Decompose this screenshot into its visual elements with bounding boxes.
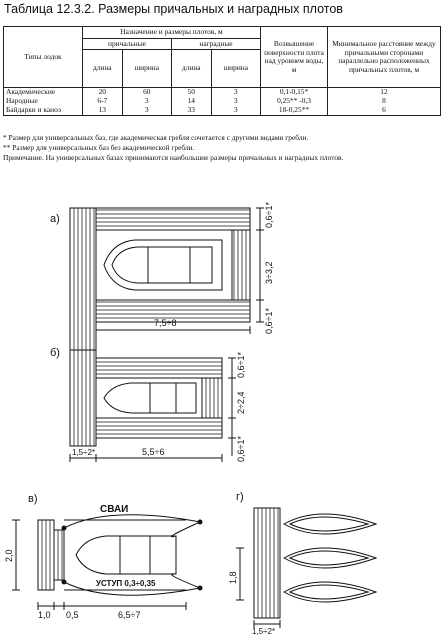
scheme-b <box>70 350 236 462</box>
dim-v-05: 0,5 <box>66 610 79 620</box>
dim-g-w: 1,5÷2* <box>252 627 276 636</box>
cell-mooring-width: 60 <box>122 88 171 98</box>
dim-g-h: 1,8 <box>228 571 238 584</box>
label-v: в) <box>28 493 38 505</box>
pier-v <box>38 520 54 590</box>
cell-mooring-width: 3 <box>122 106 171 116</box>
dim-a-top: 0,6÷1* <box>264 202 274 228</box>
cell-mooring-length: 6-7 <box>83 97 123 106</box>
pile-line-top <box>64 515 200 537</box>
cell-elevation: 18-0,25** <box>261 106 328 116</box>
dim-a-mid: 3÷3,2 <box>264 261 274 284</box>
dim-b-top: 0,6÷1* <box>236 352 246 378</box>
header-mooring-length: длина <box>83 50 123 88</box>
ledge-v <box>54 530 64 580</box>
dim-b-left: 1,5÷2* <box>72 448 96 457</box>
cell-award-length: 50 <box>171 88 211 98</box>
pier-b <box>70 350 96 446</box>
cell-award-width: 3 <box>211 97 260 106</box>
header-elevation: Возвышение поверхности плота над уровнем воды, м <box>261 27 328 88</box>
boat-v <box>76 536 176 574</box>
dim-a-bot: 0,6÷1* <box>264 308 274 334</box>
scheme-a <box>70 208 264 350</box>
step-label: УСТУП 0,3÷0,35 <box>96 579 156 588</box>
raft-end-a <box>232 230 250 300</box>
cell-award-width: 3 <box>211 88 260 98</box>
footnote-single-star: * Размер для универсальных баз, где академическая гребля сочетается с другими видами гребли. <box>3 133 309 142</box>
dim-b-mid: 2÷2,4 <box>236 391 246 414</box>
cell-min-distance: 12 <box>328 88 441 98</box>
cell-award-length: 14 <box>171 97 211 106</box>
footnote-double-star: ** Размер для универсальных баз без академической гребли. <box>3 143 195 153</box>
piles-label: СВАИ <box>100 504 129 515</box>
raft-top-b <box>96 358 222 378</box>
header-mooring: причальные <box>83 38 172 50</box>
header-mooring-width: ширина <box>122 50 171 88</box>
cell-min-distance: 6 <box>328 106 441 116</box>
cell-elevation: 0,25** -0,3 <box>261 97 328 106</box>
header-purpose-sizes: Назначение и размеры плотов, м <box>83 27 261 39</box>
cell-elevation: 0,1-0,15* <box>261 88 328 98</box>
cell-award-width: 3 <box>211 106 260 116</box>
dim-v-10: 1,0 <box>38 610 51 620</box>
cell-type: Народные <box>4 97 83 106</box>
dim-v-len: 6,5÷7 <box>118 610 141 620</box>
dim-b-bot: 0,6÷1* <box>236 436 246 462</box>
label-a: а) <box>50 213 60 225</box>
dim-a-len: 7,5÷8 <box>154 318 177 328</box>
pier-g <box>254 508 280 618</box>
dim-b-len: 5,5÷6 <box>142 447 165 457</box>
cell-mooring-length: 20 <box>83 88 123 98</box>
scheme-v <box>12 515 202 610</box>
pier-a <box>70 208 96 350</box>
scheme-g <box>236 508 376 628</box>
label-g: г) <box>236 491 244 503</box>
header-min-distance: Минимальное расстояние между причальными сторонами параллельно расположенных причальных плотов, м <box>328 27 441 88</box>
table-title: Таблица 12.3.2. Размеры причальных и наградных плотов <box>4 2 343 16</box>
table-remark: Примечание. На универсальных базах принимаются наибольшие размеры причальных и наградных плотов. <box>3 153 344 163</box>
cell-min-distance: 8 <box>328 97 441 106</box>
dim-v-h: 2,0 <box>4 549 14 562</box>
cell-type: Академические <box>4 88 83 98</box>
cell-mooring-length: 13 <box>83 106 123 116</box>
raft-top-a <box>96 208 250 230</box>
label-b: б) <box>50 347 60 359</box>
raft-end-b <box>202 378 222 418</box>
cell-award-length: 33 <box>171 106 211 116</box>
header-award: наградные <box>171 38 260 50</box>
raft-bottom-b <box>96 418 222 438</box>
header-award-width: ширина <box>211 50 260 88</box>
cell-type: Байдарки и каноэ <box>4 106 83 116</box>
header-award-length: длина <box>171 50 211 88</box>
cell-mooring-width: 3 <box>122 97 171 106</box>
header-boat-types: Типы лодок <box>4 27 83 88</box>
